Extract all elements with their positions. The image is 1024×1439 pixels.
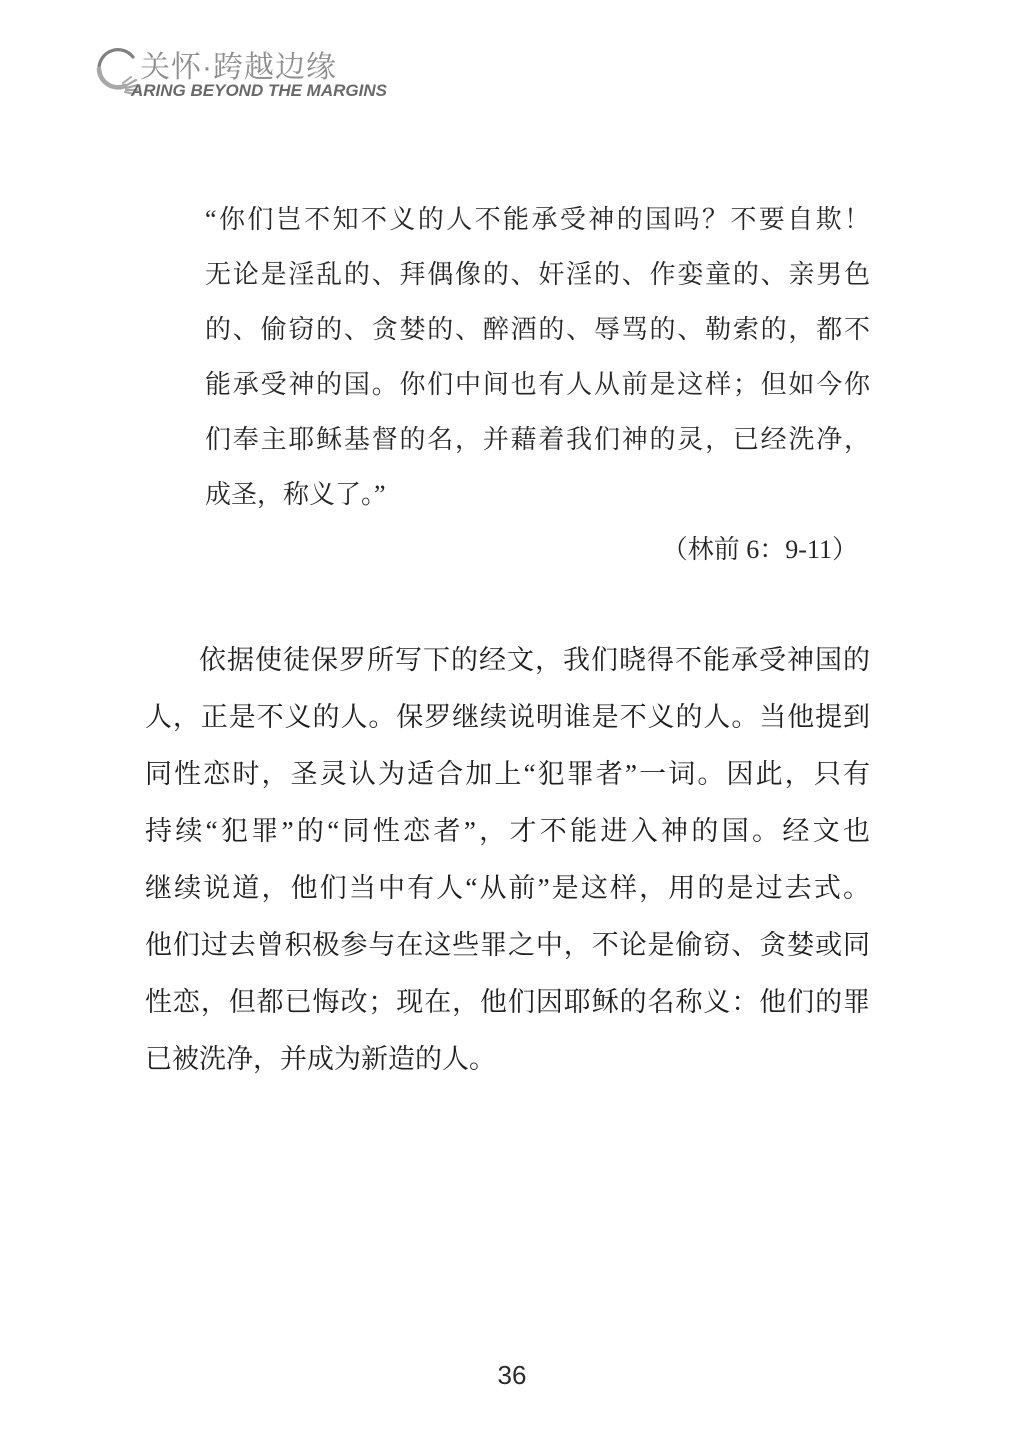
scripture-quote: [205, 192, 870, 522]
body-paragraph-line: 同性恋时，圣灵认为适合加上“犯罪者”一词。因此，只有: [145, 759, 870, 789]
body-paragraph-line: 人，正是不义的人。保罗继续说明谁是不义的人。当他提到: [145, 702, 870, 732]
scripture-quote-line: 成圣，称义了。”: [205, 480, 386, 509]
body-paragraph-line: 已被洗净，并成为新造的人。: [145, 1044, 496, 1074]
logo-english-title: ARING BEYOND THE MARGINS: [131, 81, 387, 100]
body-paragraph-line: 持续“犯罪”的“同性恋者”，才不能进入神的国。经文也: [145, 816, 870, 846]
body-paragraph-line: 他们过去曾积极参与在这些罪之中，不论是偷窃、贪婪或同: [145, 930, 870, 960]
scripture-quote-line: 的、偷窃的、贪婪的、醉酒的、辱骂的、勒索的，都不: [205, 315, 870, 344]
body-paragraph-line: 性恋，但都已悔改；现在，他们因耶稣的名称义：他们的罪: [145, 987, 870, 1017]
page-number: 36: [497, 1360, 527, 1390]
scripture-quote-line: 能承受神的国。你们中间也有人从前是这样；但如今你: [205, 370, 870, 399]
body-paragraph-line: 依据使徒保罗所写下的经文，我们晓得不能承受神国的: [199, 645, 870, 675]
logo-chinese-title: 关怀·跨越边缘: [140, 51, 337, 84]
scripture-quote-line: 无论是淫乱的、拜偶像的、奸淫的、作娈童的、亲男色: [205, 260, 870, 289]
scripture-quote-line: 们奉主耶稣基督的名，并藉着我们神的灵，已经洗净，: [205, 425, 870, 454]
scripture-quote-line: “你们岂不知不义的人不能承受神的国吗？不要自欺！: [205, 205, 870, 234]
scripture-citation: （林前 6：9-11）: [661, 535, 858, 564]
body-paragraph-line: 继续说道，他们当中有人“从前”是这样，用的是过去式。: [145, 873, 870, 903]
body-paragraph: [145, 632, 870, 1088]
